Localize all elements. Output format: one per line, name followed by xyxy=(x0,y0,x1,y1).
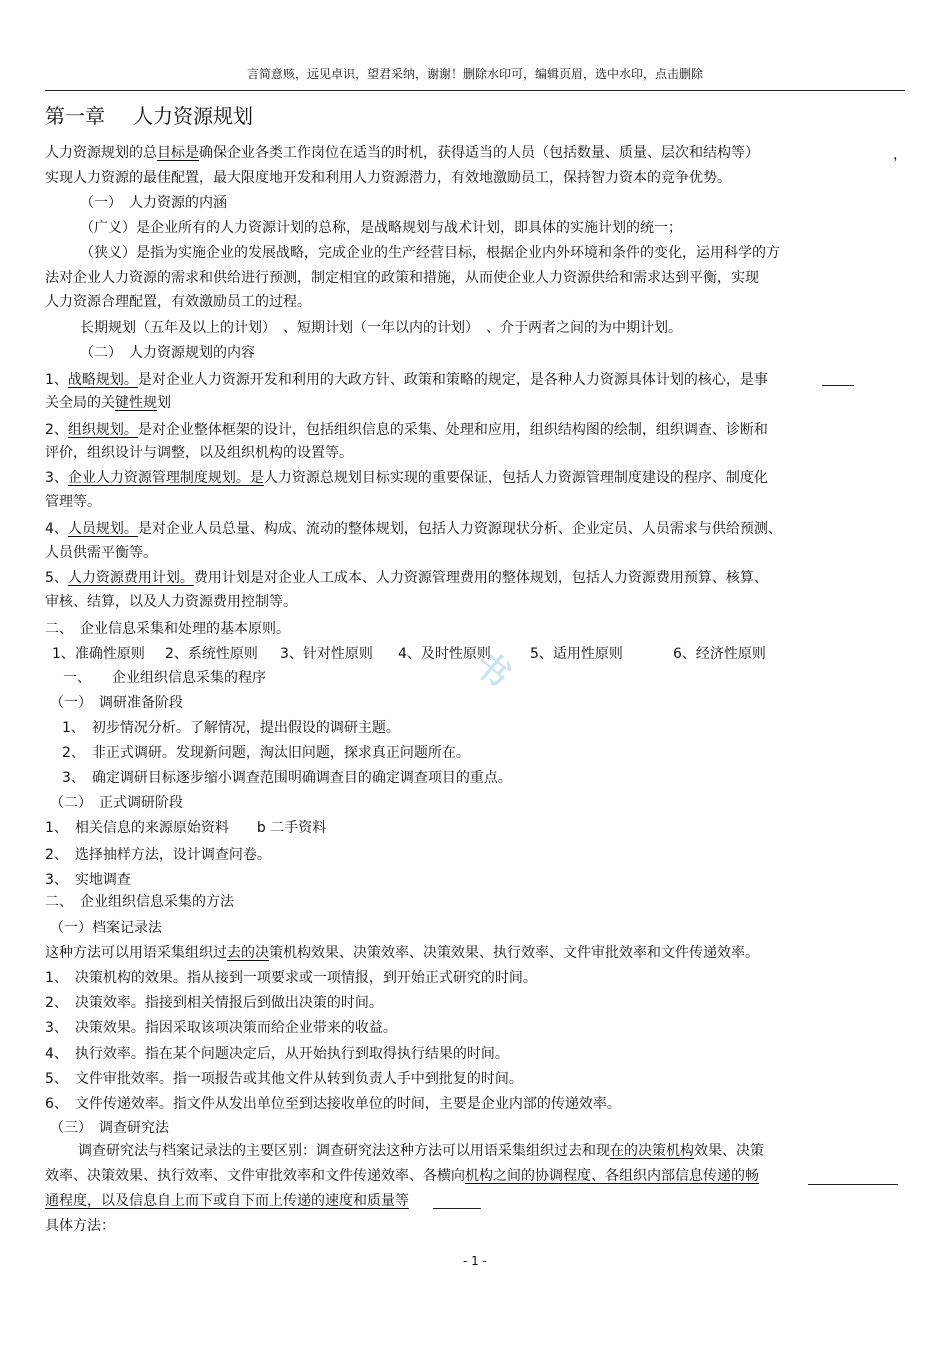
planning-terms: 长期规划（五年及以上的计划） 、短期计划（一年以内的计划） 、介于两者之间的为中期计划。 xyxy=(80,320,682,336)
page-number: - 1 - xyxy=(463,1254,487,1268)
list-item-continuation: 关全局的关键性规划 xyxy=(45,395,171,411)
paragraph: 调查研究法与档案记录法的主要区别：调查研究法这种方法可以用语采集组织过去和现在的决策机构效果、决策 xyxy=(78,1143,764,1159)
underlined-term: 人力资源费用计划。 xyxy=(67,570,194,586)
paragraph: 这种方法可以用语采集组织过去的决策机构效果、决策效率、决策效果、执行效率、文件审批效率和文件传递效率。 xyxy=(45,945,759,961)
intro-trailing-comma: ， xyxy=(893,147,907,163)
blank-line-mark xyxy=(822,385,854,386)
list-item: 3、 确定调研目标逐步缩小调查范围明确调查目的确定调查项目的重点。 xyxy=(62,770,512,786)
section-heading: （二） 人力资源规划的内容 xyxy=(80,345,255,361)
list-item: 3、 实地调查 xyxy=(45,872,131,888)
list-item-continuation: 人员供需平衡等。 xyxy=(45,545,157,561)
paragraph-broad: （广义）是企业所有的人力资源计划的总称，是战略规划与战术计划，即具体的实施计划的统一； xyxy=(80,220,682,236)
chapter-title xyxy=(45,103,253,129)
section-heading: 一、 企业组织信息采集的程序 xyxy=(63,670,266,686)
section-heading: （一） 人力资源的内涵 xyxy=(80,195,227,211)
underline-extension xyxy=(433,1208,481,1209)
underlined-text: 在的决策机构 xyxy=(610,1143,694,1159)
list-item: 3、企业人力资源管理制度规划。是人力资源总规划目标实现的重要保证，包括人力资源管理制度建设的程序、制度化 xyxy=(45,470,768,486)
list-item: 4、人员规划。是对企业人员总量、构成、流动的整体规划，包括人力资源现状分析、企业定员、人员需求与供给预测、 xyxy=(45,521,782,537)
principle-item: 3、针对性原则 xyxy=(280,646,373,662)
underlined-text: 目标是 xyxy=(157,145,199,161)
header-rule xyxy=(45,90,905,91)
list-item: 5、 文件审批效率。指一项报告或其他文件从转到负责人手中到批复的时间。 xyxy=(45,1071,523,1087)
section-heading: 二、 企业信息采集和处理的基本原则。 xyxy=(45,621,290,637)
list-item-continuation: 评价，组织设计与调整，以及组织机构的设置等。 xyxy=(45,445,353,461)
subsection-heading: （二） 正式调研阶段 xyxy=(50,795,183,811)
paragraph-narrow-1: （狭义）是指为实施企业的发展战略，完成企业的生产经营目标，根据企业内外环境和条件的变化，运用科学的方 xyxy=(80,245,780,261)
underlined-term: 组织规划。 xyxy=(67,422,138,438)
underlined-text: 通程度，以及信息自上而下或自下而上传递的速度和质量等 xyxy=(45,1193,409,1209)
list-item: 1、 初步情况分析。了解情况，提出假设的调研主题。 xyxy=(62,720,400,736)
principle-item: 1、准确性原则 xyxy=(52,646,145,662)
list-item: 5、人力资源费用计划。费用计划是对企业人工成本、人力资源管理费用的整体规划，包括人力资源费用预算、核算、 xyxy=(45,570,768,586)
list-item: 6、 文件传递效率。指文件从发出单位至到达接收单位的时间，主要是企业内部的传递效率。 xyxy=(45,1096,621,1112)
paragraph-narrow-3: 人力资源合理配置，有效激励员工的过程。 xyxy=(45,294,311,310)
underline-extension xyxy=(808,1184,898,1185)
subsection-heading: （三） 调查研究法 xyxy=(50,1120,169,1136)
paragraph: 具体方法： xyxy=(45,1218,115,1234)
page-header-note: 言简意赅，远见卓识，望君采纳，谢谢！删除水印可，编辑页眉，选中水印，点击删除 xyxy=(246,67,703,81)
list-item: 2、 非正式调研。发现新问题，淘汰旧问题，探求真正问题所在。 xyxy=(62,745,470,761)
list-item: 2、 决策效率。指接到相关情报后到做出决策的时间。 xyxy=(45,995,383,1011)
underlined-text: 去的决 xyxy=(227,945,269,961)
intro-line-1: 人力资源规划的总目标是确保企业各类工作岗位在适当的时机，获得适当的人员（包括数量、质量、层次和结构等） xyxy=(45,145,759,161)
underlined-text: 机构之间的协调程度、各组织内部信息传递的畅 xyxy=(465,1168,759,1184)
paragraph: 效率、决策效果、执行效率、文件审批效率和文件传递效率、各横向机构之间的协调程度、各组织内部信息传递的畅 xyxy=(45,1168,759,1184)
chapter-name: 人力资源规划 xyxy=(133,104,253,128)
list-item: 1、 相关信息的来源原始资料 b 二手资料 xyxy=(45,820,327,836)
list-item: 3、 决策效果。指因采取该项决策而给企业带来的收益。 xyxy=(45,1020,397,1036)
chapter-label: 第一章 xyxy=(45,104,105,128)
subsection-heading: （一） 调研准备阶段 xyxy=(50,695,183,711)
paragraph-narrow-2: 法对企业人力资源的需求和供给进行预测，制定相宜的政策和措施，从而使企业人力资源供给和需求达到平衡，实现 xyxy=(45,270,759,286)
principle-item: 6、经济性原则 xyxy=(673,646,766,662)
list-item: 2、 选择抽样方法，设计调查问卷。 xyxy=(45,847,271,863)
underlined-text: 键性规 xyxy=(115,395,157,411)
principle-item: 5、适用性原则 xyxy=(530,646,623,662)
principle-item: 2、系统性原则 xyxy=(165,646,258,662)
list-item-continuation: 管理等。 xyxy=(45,494,101,510)
underlined-term: 企业人力资源管理制度规划。 xyxy=(67,470,250,486)
section-heading: 二、 企业组织信息采集的方法 xyxy=(45,894,234,910)
list-item: 4、 执行效率。指在某个问题决定后，从开始执行到取得执行结果的时间。 xyxy=(45,1046,509,1062)
list-item: 1、战略规划。是对企业人力资源开发和利用的大政方针、政策和策略的规定，是各种人力资源具体计划的核心，是事 xyxy=(45,372,768,388)
list-item: 2、组织规划。是对企业整体框架的设计，包括组织信息的采集、处理和应用，组织结构图的绘制，组织调查、诊断和 xyxy=(45,422,768,438)
underlined-term: 人员规划。 xyxy=(67,521,138,537)
list-item: 1、 决策机构的效果。指从接到一项要求或一项情报，到开始正式研究的时间。 xyxy=(45,970,537,986)
watermark-glyph: 书 xyxy=(466,643,518,697)
principle-item: 4、及时性原则 xyxy=(398,646,491,662)
list-item-continuation: 审核、结算，以及人力资源费用控制等。 xyxy=(45,594,297,610)
underlined-term: 战略规划。 xyxy=(67,372,138,388)
subsection-heading: （一）档案记录法 xyxy=(50,920,162,936)
intro-line-2: 实现人力资源的最佳配置，最大限度地开发和利用人力资源潜力，有效地激励员工，保持智力资本的竞争优势。 xyxy=(45,170,731,186)
